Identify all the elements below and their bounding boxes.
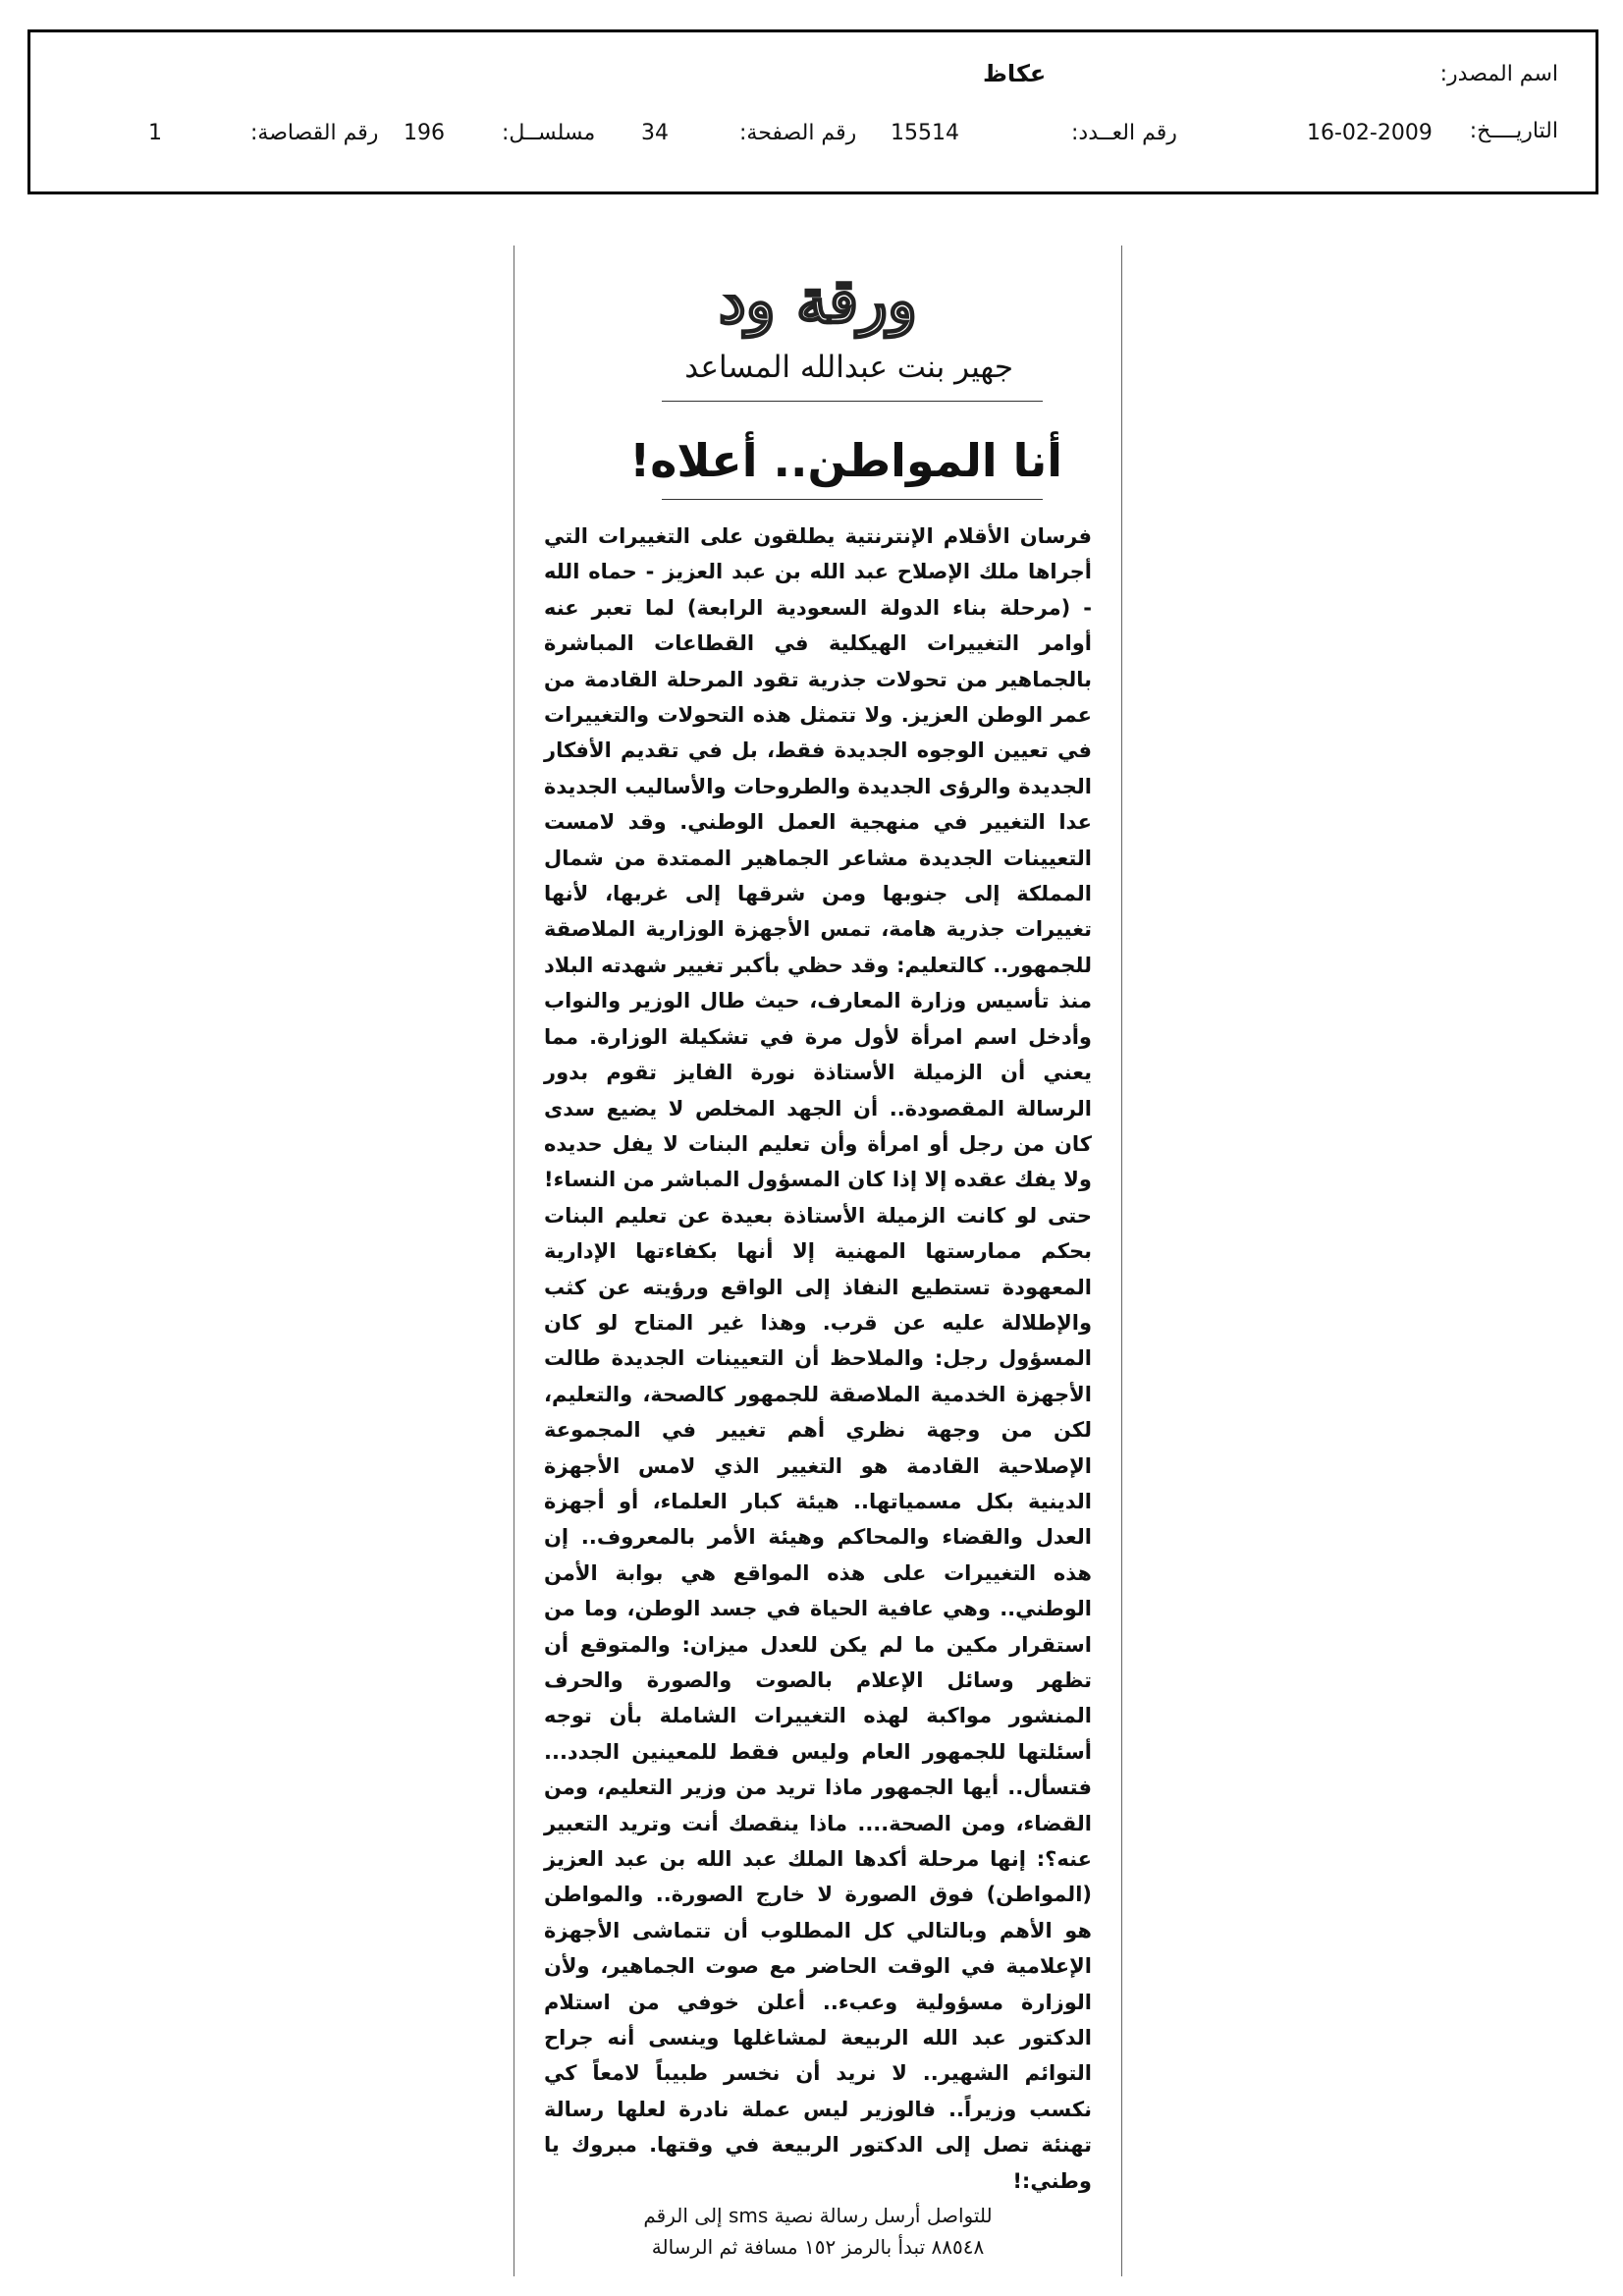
page-label: رقم الصفحة: (739, 121, 857, 145)
source-label: اسم المصدر: (1439, 62, 1558, 86)
issue-label: رقم العــدد: (1071, 121, 1177, 145)
serial-label: مسلســل: (502, 121, 596, 145)
contact-note-line-2: ٨٨٥٤٨ تبدأ بالرمز ١٥٢ مسافة ثم الرسالة (651, 2235, 985, 2259)
serial-value: 196 (404, 121, 445, 145)
article-headline: أنا المواطن.. أعلاه! (629, 434, 1062, 487)
clip-label: رقم القصاصة: (250, 121, 379, 145)
author-divider (662, 401, 1043, 402)
headline-divider (662, 499, 1043, 500)
page-value: 34 (641, 121, 669, 145)
contact-note-line-1: للتواصل أرسل رسالة نصية sms إلى الرقم (643, 2204, 993, 2227)
date-value: 16-02-2009 (1307, 121, 1433, 145)
article-column (514, 246, 1122, 2276)
author-byline: جهير بنت عبدالله المساعد (684, 350, 1013, 385)
column-logo-text: ورقة ود (719, 265, 917, 337)
article-body-paragraph: فرسان الأقلام الإنترنتية يطلقون على التغييرات التي أجراها ملك الإصلاح عبد الله بن عبد العزيز - حماه الله - (مرحلة بناء الدولة السعودية الرابعة) لما تعبر عنه أوامر التغييرات الهيكلية في القطاعات المباشرة بالجماهير من تحولات جذرية تقود المرحلة القادمة من عمر الوطن العزيز. ولا تتمثل هذه التحولات والتغييرات في تعيين الوجوه الجديدة فقط، بل في تقديم الأفكار الجديدة والرؤى الجديدة والطروحات والأساليب الجديدة عدا التغيير في منهجية العمل الوطني. وقد لامست التعيينات الجديدة مشاعر الجماهير الممتدة من شمال المملكة إلى جنوبها ومن شرقها إلى غربها، لأنها تغييرات جذرية هامة، تمس الأجهزة الوزارية الملاصقة للجمهور.. كالتعليم: وقد حظي بأكبر تغيير شهدته البلاد منذ تأسيس وزارة المعارف، حيث طال الوزير والنواب وأدخل اسم امرأة لأول مرة في تشكيلة الوزارة. مما يعني أن الزميلة الأستاذة نورة الفايز تقوم بدور الرسالة المقصودة.. أن الجهد المخلص لا يضيع سدى كان من رجل أو امرأة وأن تعليم البنات لا يفل حديده ولا يفك عقده إلا إذا كان المسؤول المباشر من النساء! حتى لو كانت الزميلة الأستاذة بعيدة عن تعليم البنات بحكم ممارستها المهنية إلا أنها بكفاءتها الإدارية المعهودة تستطيع النفاذ إلى الواقع ورؤيته عن كثب والإطلالة عليه عن قرب. وهذا غير المتاح لو كان المسؤول رجل: والملاحظ أن التعيينات الجديدة طالت الأجهزة الخدمية الملاصقة للجمهور كالصحة، والتعليم، لكن من وجهة نظري أهم تغيير في المجموعة الإصلاحية القادمة هو التغيير الذي لامس الأجهزة الدينية بكل مسمياتها.. هيئة كبار العلماء، أو أجهزة العدل والقضاء والمحاكم وهيئة الأمر بالمعروف.. إن هذه التغييرات على هذه المواقع هي بوابة الأمن الوطني.. وهي عافية الحياة في جسد الوطن، وما من استقرار مكين ما لم يكن للعدل ميزان: والمتوقع أن تظهر وسائل الإعلام بالصوت والصورة والحرف المنشور مواكبة لهذه التغييرات الشاملة بأن توجه أسئلتها للجمهور العام وليس فقط للمعينين الجدد... فتسأل.. أيها الجمهور ماذا تريد من وزير التعليم، ومن القضاء، ومن الصحة.... ماذا ينقصك أنت وتريد التعبير عنه؟: إنها مرحلة أكدها الملك عبد الله بن عبد العزيز (المواطن) فوق الصورة لا خارج الصورة.. والمواطن هو الأهم وبالتالي كل المطلوب أن تتماشى الأجهزة الإعلامية في الوقت الحاضر مع صوت الجماهير، ولأن الوزارة مسؤولية وعبء.. أعلن خوفي من استلام الدكتور عبد الله الربيعة لمشاغلها وينسى أنه جراح التوائم الشهير.. لا نريد أن نخسر طبيباً لامعاً كي نكسب وزيراً.. فالوزير ليس عملة نادرة لعلها رسالة تهنئة تصل إلى الدكتور الربيعة في وقتها. مبروك يا وطني:! (544, 524, 1092, 2193)
clipping-metadata-box (27, 29, 1598, 194)
column-logo (514, 265, 1121, 337)
source-value: عكاظ (983, 60, 1047, 87)
date-label: التاريــــخ: (1469, 119, 1558, 143)
contact-note (544, 2200, 1092, 2263)
clip-value: 1 (148, 121, 162, 145)
article-body (544, 519, 1092, 2199)
issue-value: 15514 (891, 121, 959, 145)
